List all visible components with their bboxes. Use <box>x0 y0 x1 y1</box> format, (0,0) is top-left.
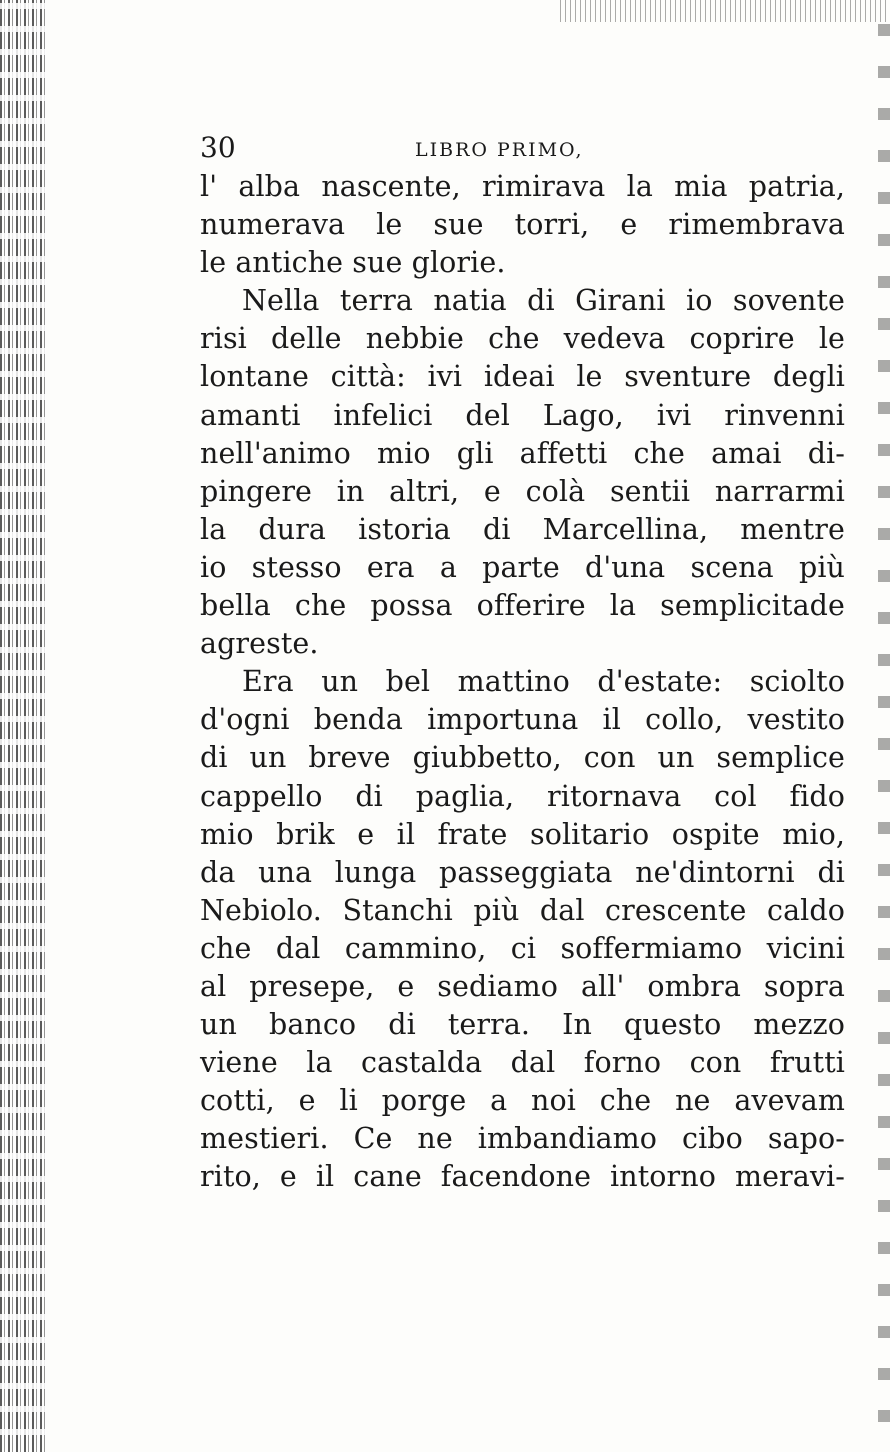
text-line: Era un bel mattino d'estate: sciolto <box>242 665 845 699</box>
running-head <box>200 128 845 168</box>
text-line: da una lunga passeggiata ne'dintorni di <box>200 855 845 889</box>
text-line: mio brik e il frate solitario ospite mio, <box>200 817 845 851</box>
text-line: un banco di terra. In questo mezzo <box>200 1008 845 1042</box>
text-line: pingere in altri, e colà sentii narrarmi <box>200 474 845 508</box>
text-line: agreste. <box>200 627 319 661</box>
text-line: nell'animo mio gli affetti che amai di- <box>200 436 845 470</box>
text-line: Nella terra natia di Girani io sovente <box>242 284 845 318</box>
page-edge-right <box>878 0 890 1452</box>
text-line: rito, e il cane facendone intorno meravi- <box>200 1160 845 1194</box>
text-line: cappello di paglia, ritornava col fido <box>200 779 845 813</box>
text-line: cotti, e li porge a noi che ne avevam <box>200 1084 845 1118</box>
text-line: la dura istoria di Marcellina, mentre <box>200 512 845 546</box>
text-line: che dal cammino, ci soffermiamo vicini <box>200 931 845 965</box>
text-line: bella che possa offerire la semplicitade <box>200 589 845 623</box>
page-number: 30 <box>200 131 236 164</box>
text-line: Nebiolo. Stanchi più dal crescente caldo <box>200 893 845 927</box>
text-line: di un breve giubbetto, con un semplice <box>200 741 845 775</box>
text-line: risi delle nebbie che vedeva coprire le <box>200 322 845 356</box>
book-title: LIBRO PRIMO, <box>415 139 584 161</box>
text-line: le antiche sue glorie. <box>200 246 506 280</box>
text-block <box>200 128 845 1197</box>
text-line: d'ogni benda importuna il collo, vestito <box>200 703 845 737</box>
text-line: viene la castalda dal forno con frutti <box>200 1046 845 1080</box>
text-line: al presepe, e sediamo all' ombra sopra <box>200 969 845 1003</box>
text-line: lontane città: ivi ideai le sventure degli <box>200 360 845 394</box>
page-edge-top <box>560 0 890 22</box>
text-line: mestieri. Ce ne imbandiamo cibo sapo- <box>200 1122 845 1156</box>
text-line: io stesso era a parte d'una scena più <box>200 550 845 584</box>
binding-edge <box>0 0 46 1452</box>
text-line: amanti infelici del Lago, ivi rinvenni <box>200 398 845 432</box>
text-line: l' alba nascente, rimirava la mia patria, <box>200 170 845 203</box>
text-line: numerava le sue torri, e rimembrava <box>200 208 845 242</box>
